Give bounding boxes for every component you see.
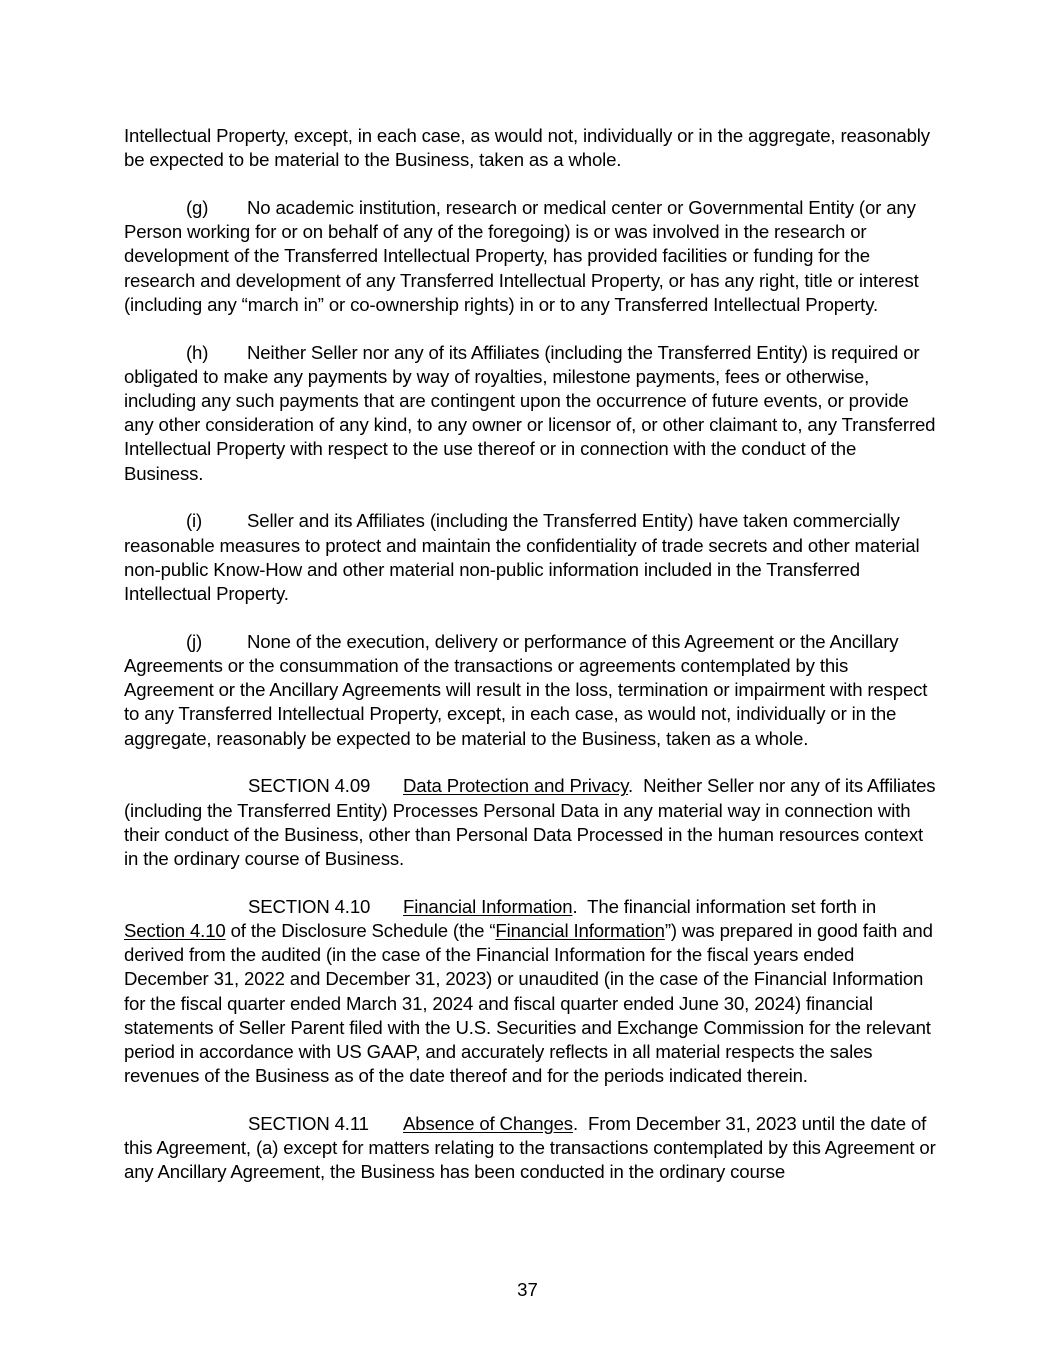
section-text: Neither Seller nor any of its Affiliates (including the Transferred Entity) Processes Personal Data in any material way in connection with their conduct of the Business, other than Personal Data Processed in the human resources context in the ordinary course of Business.: [124, 775, 936, 870]
section-title: Absence of Changes: [403, 1113, 573, 1135]
defined-term: Financial Information: [495, 920, 665, 942]
section-reference: Section 4.10: [124, 920, 226, 942]
paragraph-label: (j): [186, 630, 203, 652]
paragraph-j: [124, 630, 936, 751]
paragraph-text: Neither Seller nor any of its Affiliates (including the Transferred Entity) is required or obligated to make any payments by way of royalties, milestone payments, fees or otherwise, including any such payments that are contingent upon the occurrence of future events, or provide any other consideration of any kind, to any owner or licensor of, or other claimant to, any Transferred Intellectual Property with respect to the use thereof or in connection with the conduct of the Business.: [124, 341, 936, 484]
paragraph-text: None of the execution, delivery or performance of this Agreement or the Ancillary Agreements or the consummation of the transactions or agreements contemplated by this Agreement or the Ancillary Agreements will result in the loss, termination or impairment with respect to any Transferred Intellectual Property, except, in each case, as would not, individually or in the aggregate, reasonably be expected to be material to the Business, taken as a whole.: [124, 630, 928, 749]
document-page: [124, 124, 936, 1208]
section-text: From December 31, 2023 until the date of this Agreement, (a) except for matters relating to the transactions contemplated by this Agreement or any Ancillary Agreement, the Business has been conducted in the ordinary course: [124, 1113, 936, 1183]
paragraph-i: [124, 509, 936, 606]
section-number: SECTION 4.10: [248, 895, 371, 917]
page-number: 37: [517, 1279, 538, 1300]
paragraph-intro: [124, 124, 936, 172]
section-title: Data Protection and Privacy: [403, 775, 629, 797]
paragraph-text: Intellectual Property, except, in each case, as would not, individually or in the aggregate, reasonably be expected to be material to the Business, taken as a whole.: [124, 125, 930, 171]
paragraph-label: (i): [186, 510, 203, 532]
paragraph-label: (g): [186, 197, 209, 218]
section-number: SECTION 4.11: [248, 1113, 369, 1135]
paragraph-text: Seller and its Affiliates (including the Transferred Entity) have taken commercially reasonable measures to protect and maintain the confidentiality of trade secrets and other material non-public Know-How and other material non-public information included in the Transferred Intellectual Property.: [124, 510, 920, 605]
section-4-09: SECTION 4.09 Data Protection and Privacy. Neither Seller nor any of its Affiliates (including the Transferred Entity) Processes Personal Data in any material way in connection with their conduct of the Business, other than Personal Data Processed in the human resources context in the ordinary course of Business.: [124, 775, 936, 870]
section-number: SECTION 4.09: [248, 775, 371, 797]
section-text: ”) was prepared in good faith and derived from the audited (in the case of the Financial Information for the fiscal years ended December 31, 2022 and December 31, 2023) or unaudited (in the case of the Financial Information for the fiscal quarter ended March 31, 2024 and fiscal quarter ended June 30, 2024) financial statements of Seller Parent filed with the U.S. Securities and Exchange Commission for the relevant period in accordance with US GAAP, and accurately reflects in all material respects the sales revenues of the Business as of the date thereof and for the periods indicated therein.: [124, 920, 933, 1087]
section-4-10: SECTION 4.10 Financial Information. The financial information set forth in Section 4.10 of the Disclosure Schedule (the “Financial Information”) was prepared in good faith and derived from the audited (in the case of the Financial Information for the fiscal years ended December 31, 2022 and December 31, 2023) or unaudited (in the case of the Financial Information for the fiscal quarter ended March 31, 2024 and fiscal quarter ended June 30, 2024) financial statements of Seller Parent filed with the U.S. Securities and Exchange Commission for the relevant period in accordance with US GAAP, and accurately reflects in all material respects the sales revenues of the Business as of the date thereof and for the periods indicated therein.: [124, 895, 933, 1087]
section-4-11: SECTION 4.11 Absence of Changes. From December 31, 2023 until the date of this Agreement, (a) except for matters relating to the transactions contemplated by this Agreement or any Ancillary Agreement, the Business has been conducted in the ordinary course: [124, 1113, 936, 1183]
paragraph-h: [124, 341, 936, 486]
paragraph-label: (h): [186, 341, 209, 363]
paragraph-text: No academic institution, research or medical center or Governmental Entity (or any Person working for or on behalf of any of the foregoing) is or was involved in the research or development of the Transferred Intellectual Property, has provided facilities or funding for the research and development of any Transferred Intellectual Property, or has any right, title or interest (including any “march in” or co-ownership rights) in or to any Transferred Intellectual Property.: [124, 197, 919, 315]
section-text: of the Disclosure Schedule (the “: [230, 920, 496, 942]
section-title: Financial Information: [403, 895, 573, 917]
paragraph-g: [124, 196, 936, 317]
section-text: The financial information set forth in: [587, 895, 877, 917]
